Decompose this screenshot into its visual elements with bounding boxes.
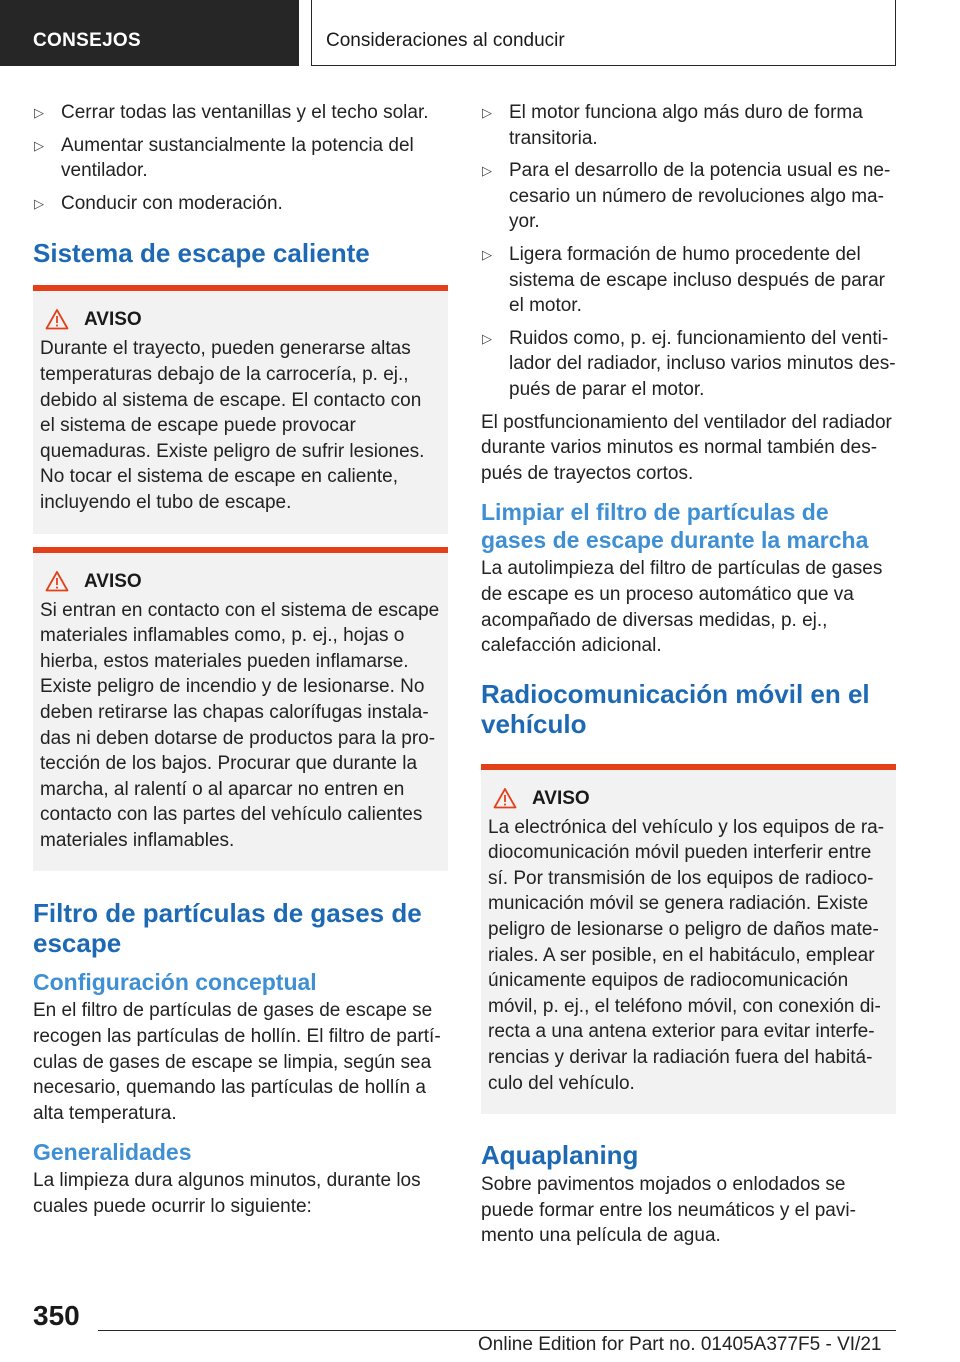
heading-filtro-particulas: Filtro de partículas de gases de escape bbox=[33, 898, 422, 959]
warning-box-radiocomunicacion bbox=[481, 764, 896, 1115]
warning-triangle-icon bbox=[45, 570, 69, 592]
list-item: ▷ Ligera formación de humo procedente del sistema de escape incluso después de parar el motor. bbox=[482, 243, 886, 317]
warning-box-escape-caliente bbox=[33, 285, 448, 533]
triangle-right-icon: ▷ bbox=[482, 163, 492, 179]
paragraph-postfuncionamiento: El postfuncionamiento del ventilador del radiador durante varios minutos es normal también después de trayectos cortos. bbox=[481, 411, 892, 484]
heading-aquaplaning: Aquaplaning bbox=[481, 1140, 639, 1171]
triangle-right-icon: ▷ bbox=[34, 195, 44, 211]
paragraph-limpiar-filtro: La autolimpieza del filtro de partículas de gases de escape es un proceso automático que va acompañado de diversas medidas, p. ej., calefacción adicional. bbox=[481, 558, 883, 657]
footer-divider bbox=[98, 1330, 896, 1331]
warning-title: AVISO bbox=[488, 786, 888, 811]
triangle-right-icon: ▷ bbox=[34, 105, 44, 120]
heading-radiocomunicacion: Radiocomunicación móvil en el vehículo bbox=[481, 678, 870, 739]
page-number: 350 bbox=[33, 1300, 80, 1331]
list-item: ▷ Conducir con moderación. bbox=[33, 191, 448, 217]
paragraph-configuracion: En el filtro de partículas de gases de escape se recogen las partículas de hollín. El filtro de partículas de gases de escape se limpia, según sea necesario, quemando las partículas de hollín a alta temperatura. bbox=[33, 1000, 441, 1124]
list-item: ▷ Aumentar sustancialmente la potencia del ventilador. bbox=[34, 134, 414, 182]
warning-triangle-icon bbox=[493, 787, 517, 809]
header-section-tab bbox=[0, 0, 299, 66]
right-column bbox=[481, 100, 896, 1249]
footer-edition: Online Edition for Part no. 01405A377F5 - VI/21 bbox=[478, 1334, 882, 1355]
list-item: ▷ Ruidos como, p. ej. funcionamiento del ventilador del radiador, incluso varios minutos después de parar el motor. bbox=[482, 327, 896, 400]
warning-title: AVISO bbox=[40, 307, 440, 332]
header-title-box bbox=[311, 0, 896, 66]
heading-generalidades: Generalidades bbox=[33, 1139, 192, 1166]
warning-box-materiales-inflamables bbox=[33, 547, 448, 872]
heading-limpiar-filtro: Limpiar el filtro de partículas de gases de escape durante la marcha bbox=[481, 499, 869, 554]
bullet-list-right bbox=[481, 100, 896, 403]
heading-configuracion: Configuración conceptual bbox=[33, 969, 317, 996]
triangle-right-icon: ▷ bbox=[34, 137, 44, 153]
warning-title: AVISO bbox=[40, 569, 440, 594]
list-item: ▷ Cerrar todas las ventanillas y el techo solar. bbox=[33, 100, 448, 126]
warning-triangle-icon bbox=[45, 308, 69, 330]
header-title: Consideraciones al conducir bbox=[326, 30, 565, 51]
warning-text: Si entran en contacto con el sistema de escape materiales inflamables como, p. ej., hojas o hierba, estos materiales pueden inflamarse. Existe peligro de incendio y de lesionarse. No deben retirarse las chapas calorífugas instaladas ni deben dotarse de productos para la protección de los bajos. Procurar que durante la marcha, al ralentí o al aparcar no entren en contacto con las partes del vehículo calientes materiales inflamables. bbox=[40, 599, 440, 851]
heading-sistema-escape: Sistema de escape caliente bbox=[33, 238, 370, 269]
triangle-right-icon: ▷ bbox=[482, 246, 492, 262]
paragraph-generalidades: La limpieza dura algunos minutos, durante los cuales puede ocurrir lo siguiente: bbox=[33, 1170, 421, 1218]
bullet-list-top bbox=[33, 100, 448, 216]
triangle-right-icon: ▷ bbox=[482, 330, 492, 346]
list-item: ▷ El motor funciona algo más duro de forma transitoria. bbox=[482, 102, 863, 149]
triangle-right-icon: ▷ bbox=[482, 105, 492, 120]
paragraph-aquaplaning: Sobre pavimentos mojados o enlodados se puede formar entre los neumáticos y el pavimento una película de agua. bbox=[481, 1174, 856, 1247]
header-section-label: CONSEJOS bbox=[33, 30, 141, 51]
warning-text: Durante el trayecto, pueden generarse altas temperaturas debajo de la carrocería, p. ej., debido al sistema de escape. El contacto con el sistema de escape puede provocar quemaduras. Existe peligro de sufrir lesiones. No tocar el sistema de escape en caliente, incluyendo el tubo de escape. bbox=[40, 338, 425, 513]
warning-text: La electrónica del vehículo y los equipos de radiocomunicación móvil pueden interferir entre sí. Por transmisión de los equipos de radiocomunicación móvil se genera radiación. Existe peligro de lesionarse o peligro de daños materiales. A ser posible, en el habitáculo, emplear únicamente equipos de radiocomunicación móvil, p. ej., el teléfono móvil, con conexión directa a una antena exterior para evitar interferencias y derivar la radiación fuera del habitáculo del vehículo. bbox=[488, 816, 885, 1094]
left-column bbox=[33, 100, 448, 1220]
list-item: ▷ Para el desarrollo de la potencia usual es necesario un número de revoluciones algo mayor. bbox=[482, 160, 891, 233]
